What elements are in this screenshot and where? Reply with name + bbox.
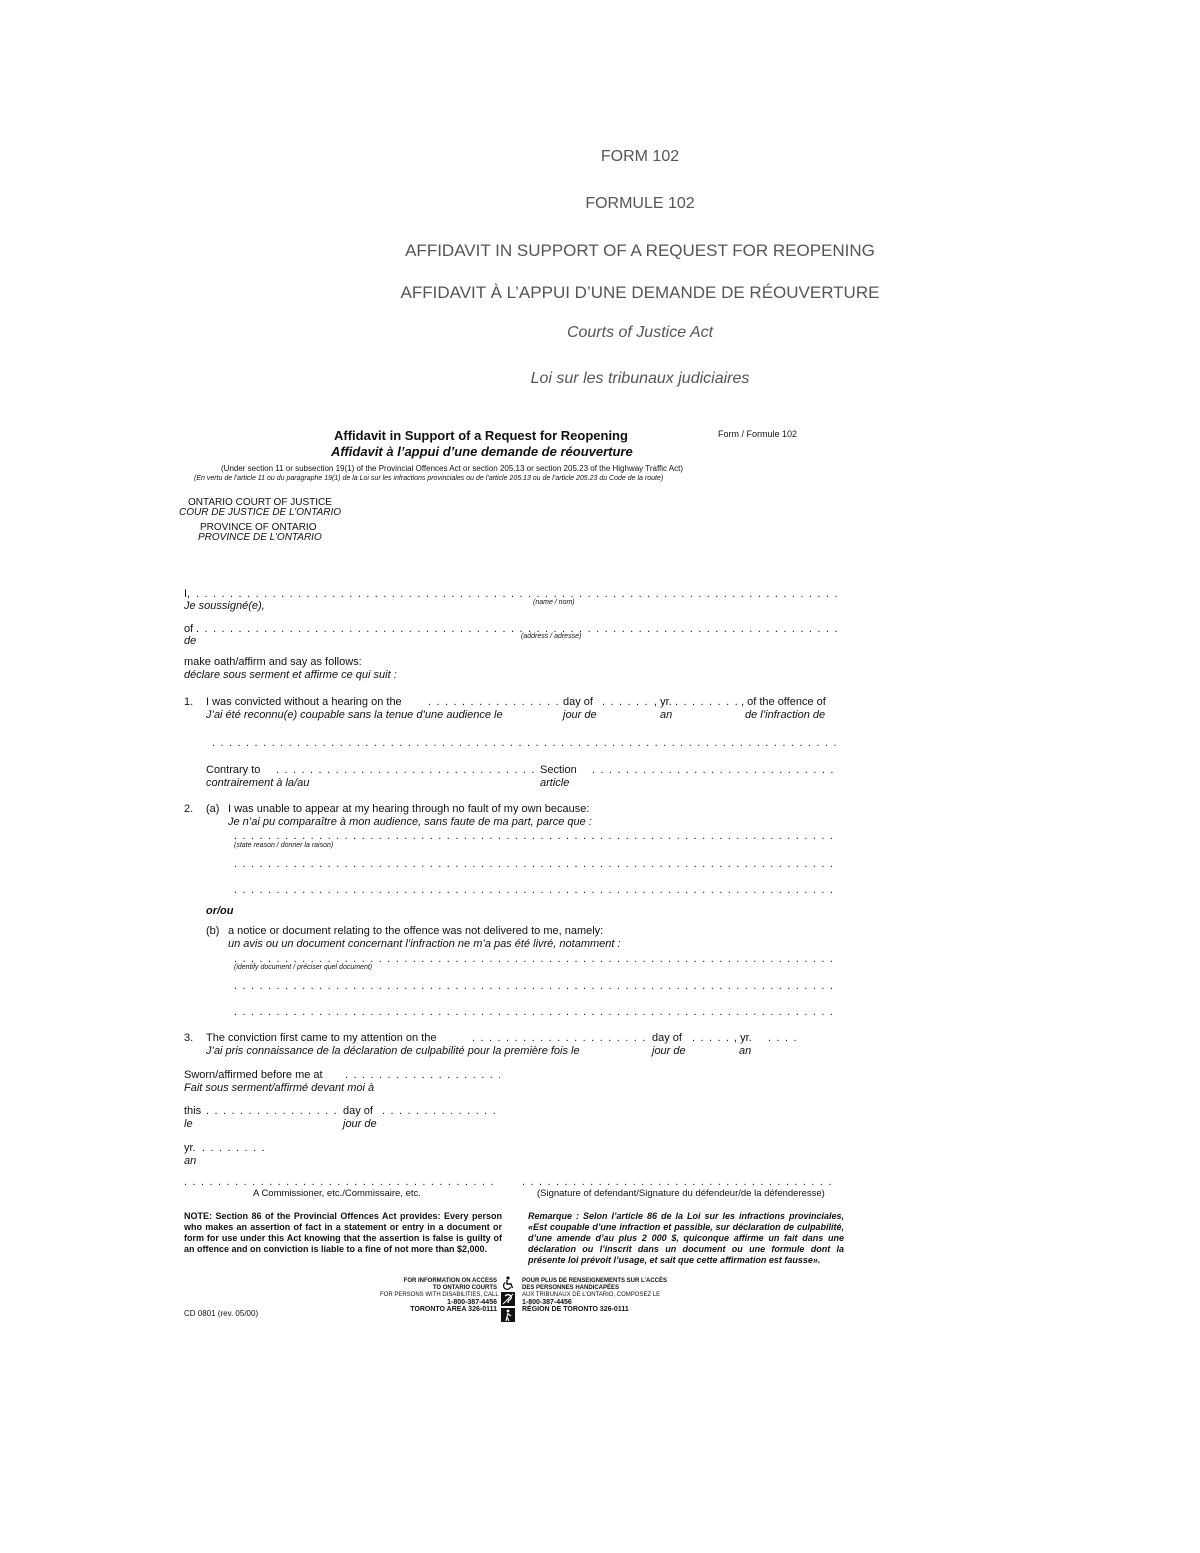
sworn-label-fr: Fait sous serment/affirmé devant moi à [184, 1082, 375, 1094]
form-number-fr: FORMULE 102 [585, 195, 695, 212]
statute-reference-en: (Under section 11 or subsection 19(1) of the Provincial Offences Act or section 205.13 or section 205.23 of the Highway Traffic Act) [221, 464, 684, 473]
para-1-fr-a: J’ai été reconnu(e) coupable sans la tenue d’une audience le [206, 709, 503, 721]
access-info-fr [522, 1278, 667, 1313]
note-fr: Remarque : Selon l’article 86 de la Loi sur les infractions provinciales, «Est coupable d’une infraction et passible, sur déclaration de culpabilité, d’une amende d’au plus 2 000 $, quiconque affirme un fait dans une déclaration ou l’inscrit dans un document ou une formule dont la présente loi prévoit l’usage, et sait que cette affirmation est fausse». [528, 1211, 844, 1265]
province-fr: PROVINCE DE L’ONTARIO [198, 532, 322, 543]
offence-field[interactable] [212, 741, 838, 751]
title-en: AFFIDAVIT IN SUPPORT OF A REQUEST FOR REOPENING [405, 241, 875, 260]
court-name-fr: COUR DE JUSTICE DE L’ONTARIO [179, 507, 342, 518]
para-1-fr-c: an [660, 709, 673, 721]
attention-year-field[interactable] [768, 1036, 802, 1046]
contrary-to-label-fr: contrairement à la/au [206, 777, 310, 789]
access-en-line-2: TO ONTARIO COURTS [432, 1285, 497, 1291]
reason-hint: (state reason / donner la raison) [234, 842, 334, 849]
attention-month-field[interactable] [692, 1036, 734, 1046]
access-fr-line-1: POUR PLUS DE RENSEIGNEMENTS SUR L’ACCÈS [522, 1278, 668, 1284]
para-2b-text: a notice or document relating to the offence was not delivered to me, namely: [228, 925, 604, 937]
document-field-line-3[interactable] [234, 1010, 838, 1020]
para-2a-text: I was unable to appear at my hearing through no fault of my own because: [228, 803, 590, 815]
access-fr-line-4: 1-800-387-4456 [522, 1299, 572, 1306]
this-day-of-label: day of [343, 1105, 373, 1117]
year-label: yr. [184, 1142, 196, 1154]
para-1-text-a: I was convicted without a hearing on the [206, 696, 402, 708]
reason-field-line-3[interactable] [234, 888, 838, 898]
defendant-signature-label: (Signature of defendant/Signature du défendeur/de la défenderesse) [537, 1188, 825, 1199]
para-1-text-b: day of [563, 696, 593, 708]
document-hint: (identify document / préciser quel document) [234, 964, 373, 971]
name-hint: (name / nom) [533, 599, 575, 606]
access-fr-line-5: RÉGION DE TORONTO 326-0111 [522, 1306, 629, 1313]
access-fr-line-2: DES PERSONNES HANDICAPÉES [522, 1285, 620, 1291]
year-label-fr: an [184, 1155, 197, 1167]
section-label-fr: article [540, 777, 570, 789]
para-3-fr-b: jour de [652, 1045, 686, 1057]
access-fr-line-3: AUX TRIBUNAUX DE L’ONTARIO, COMPOSEZ LE [522, 1292, 661, 1298]
address-field[interactable] [196, 627, 838, 637]
act-fr: Loi sur les tribunaux judiciaires [530, 370, 750, 387]
form-code-label: Form / Formule 102 [718, 429, 798, 439]
or-separator: or/ou [206, 905, 234, 917]
i-label-fr: Je soussigné(e), [184, 600, 265, 612]
para-3-number: 3. [184, 1032, 194, 1044]
this-label-fr: le [184, 1118, 193, 1130]
title-fr: AFFIDAVIT À L’APPUI D’UNE DEMANDE DE RÉOUVERTURE [400, 283, 880, 302]
province-en: PROVINCE OF ONTARIO [200, 522, 317, 533]
court-name-en: ONTARIO COURT OF JUSTICE [188, 497, 332, 508]
sworn-year-field[interactable] [202, 1146, 270, 1156]
access-en-line-4: 1-800-387-4456 [447, 1299, 497, 1306]
statute-reference-fr: (En vertu de l’article 11 ou du paragraphe 19(1) de la Loi sur les infractions provinciales ou de l’article 205.13 ou de l’article 205.23 du Code de la route) [194, 475, 664, 482]
section-label: Section [540, 764, 577, 776]
access-en-line-1: FOR INFORMATION ON ACCESS [403, 1278, 497, 1284]
act-en: Courts of Justice Act [566, 324, 714, 341]
contrary-to-field[interactable] [276, 768, 536, 778]
sworn-month-field[interactable] [382, 1109, 500, 1119]
sworn-day-field[interactable] [206, 1109, 340, 1119]
this-day-of-label-fr: jour de [343, 1118, 377, 1130]
this-label: this [184, 1105, 202, 1117]
para-2b-text-fr: un avis ou un document concernant l’infraction ne m’a pas été livré, notamment : [228, 938, 621, 950]
access-en-line-5: TORONTO AREA 326-0111 [410, 1306, 497, 1313]
hearing-access-icon [501, 1292, 515, 1306]
para-2a-text-fr: Je n’ai pu comparaître à mon audience, sans faute de ma part, parce que : [228, 816, 592, 828]
oath-fr: déclare sous serment et affirme ce qui suit : [184, 669, 397, 681]
name-field[interactable] [196, 592, 838, 602]
para-1-text-c: , yr. [654, 696, 672, 708]
form-title-fr: Affidavit à l’appui d’une demande de réouverture [331, 444, 633, 459]
para-3-fr-a: J’ai pris connaissance de la déclaration de culpabilité pour la première fois le [206, 1045, 580, 1057]
wheelchair-icon [501, 1276, 515, 1290]
para-1-fr-d: de l’infraction de [745, 709, 826, 721]
conviction-month-field[interactable] [602, 700, 654, 710]
commissioner-label: A Commissioner, etc./Commissaire, etc. [253, 1188, 421, 1199]
para-1-number: 1. [184, 696, 194, 708]
para-1-fr-b: jour de [563, 709, 597, 721]
form-title-en: Affidavit in Support of a Request for Reopening [334, 428, 628, 443]
para-3-text-a: The conviction first came to my attention on the [206, 1032, 437, 1044]
form-number-en: FORM 102 [600, 148, 680, 165]
conviction-year-field[interactable] [675, 700, 741, 710]
form-revision-code: CD 0801 (rev. 05/00) [184, 1309, 259, 1318]
sworn-label: Sworn/affirmed before me at [184, 1069, 323, 1081]
para-2a-label: (a) [206, 803, 220, 815]
i-label: I, [184, 588, 191, 600]
of-label: of [184, 623, 194, 635]
para-3-text-c: , yr. [734, 1032, 752, 1044]
para-2-number: 2. [184, 803, 194, 815]
oath-en: make oath/affirm and say as follows: [184, 656, 362, 668]
para-1-text-d: , of the offence of [741, 696, 826, 708]
para-2b-label: (b) [206, 925, 220, 937]
document-field-line-2[interactable] [234, 984, 838, 994]
reason-field-line-2[interactable] [234, 862, 838, 872]
para-3-fr-c: an [739, 1045, 752, 1057]
blind-access-icon [501, 1308, 515, 1322]
section-field[interactable] [592, 768, 838, 778]
address-hint: (address / adresse) [521, 633, 582, 640]
note-en: NOTE: Section 86 of the Provincial Offences Act provides: Every person who makes an assertion of fact in a statement or entry in a document or form for use under this Act knowing that the assertion is false is guilty of an offence and on conviction is liable to a fine of not more than $2,000. [184, 1211, 502, 1254]
access-en-line-3: FOR PERSONS WITH DISABILITIES, CALL [380, 1292, 499, 1298]
para-3-text-b: day of [652, 1032, 682, 1044]
access-info-en [380, 1278, 497, 1313]
contrary-to-label: Contrary to [206, 764, 261, 776]
of-label-fr: de [184, 635, 197, 647]
